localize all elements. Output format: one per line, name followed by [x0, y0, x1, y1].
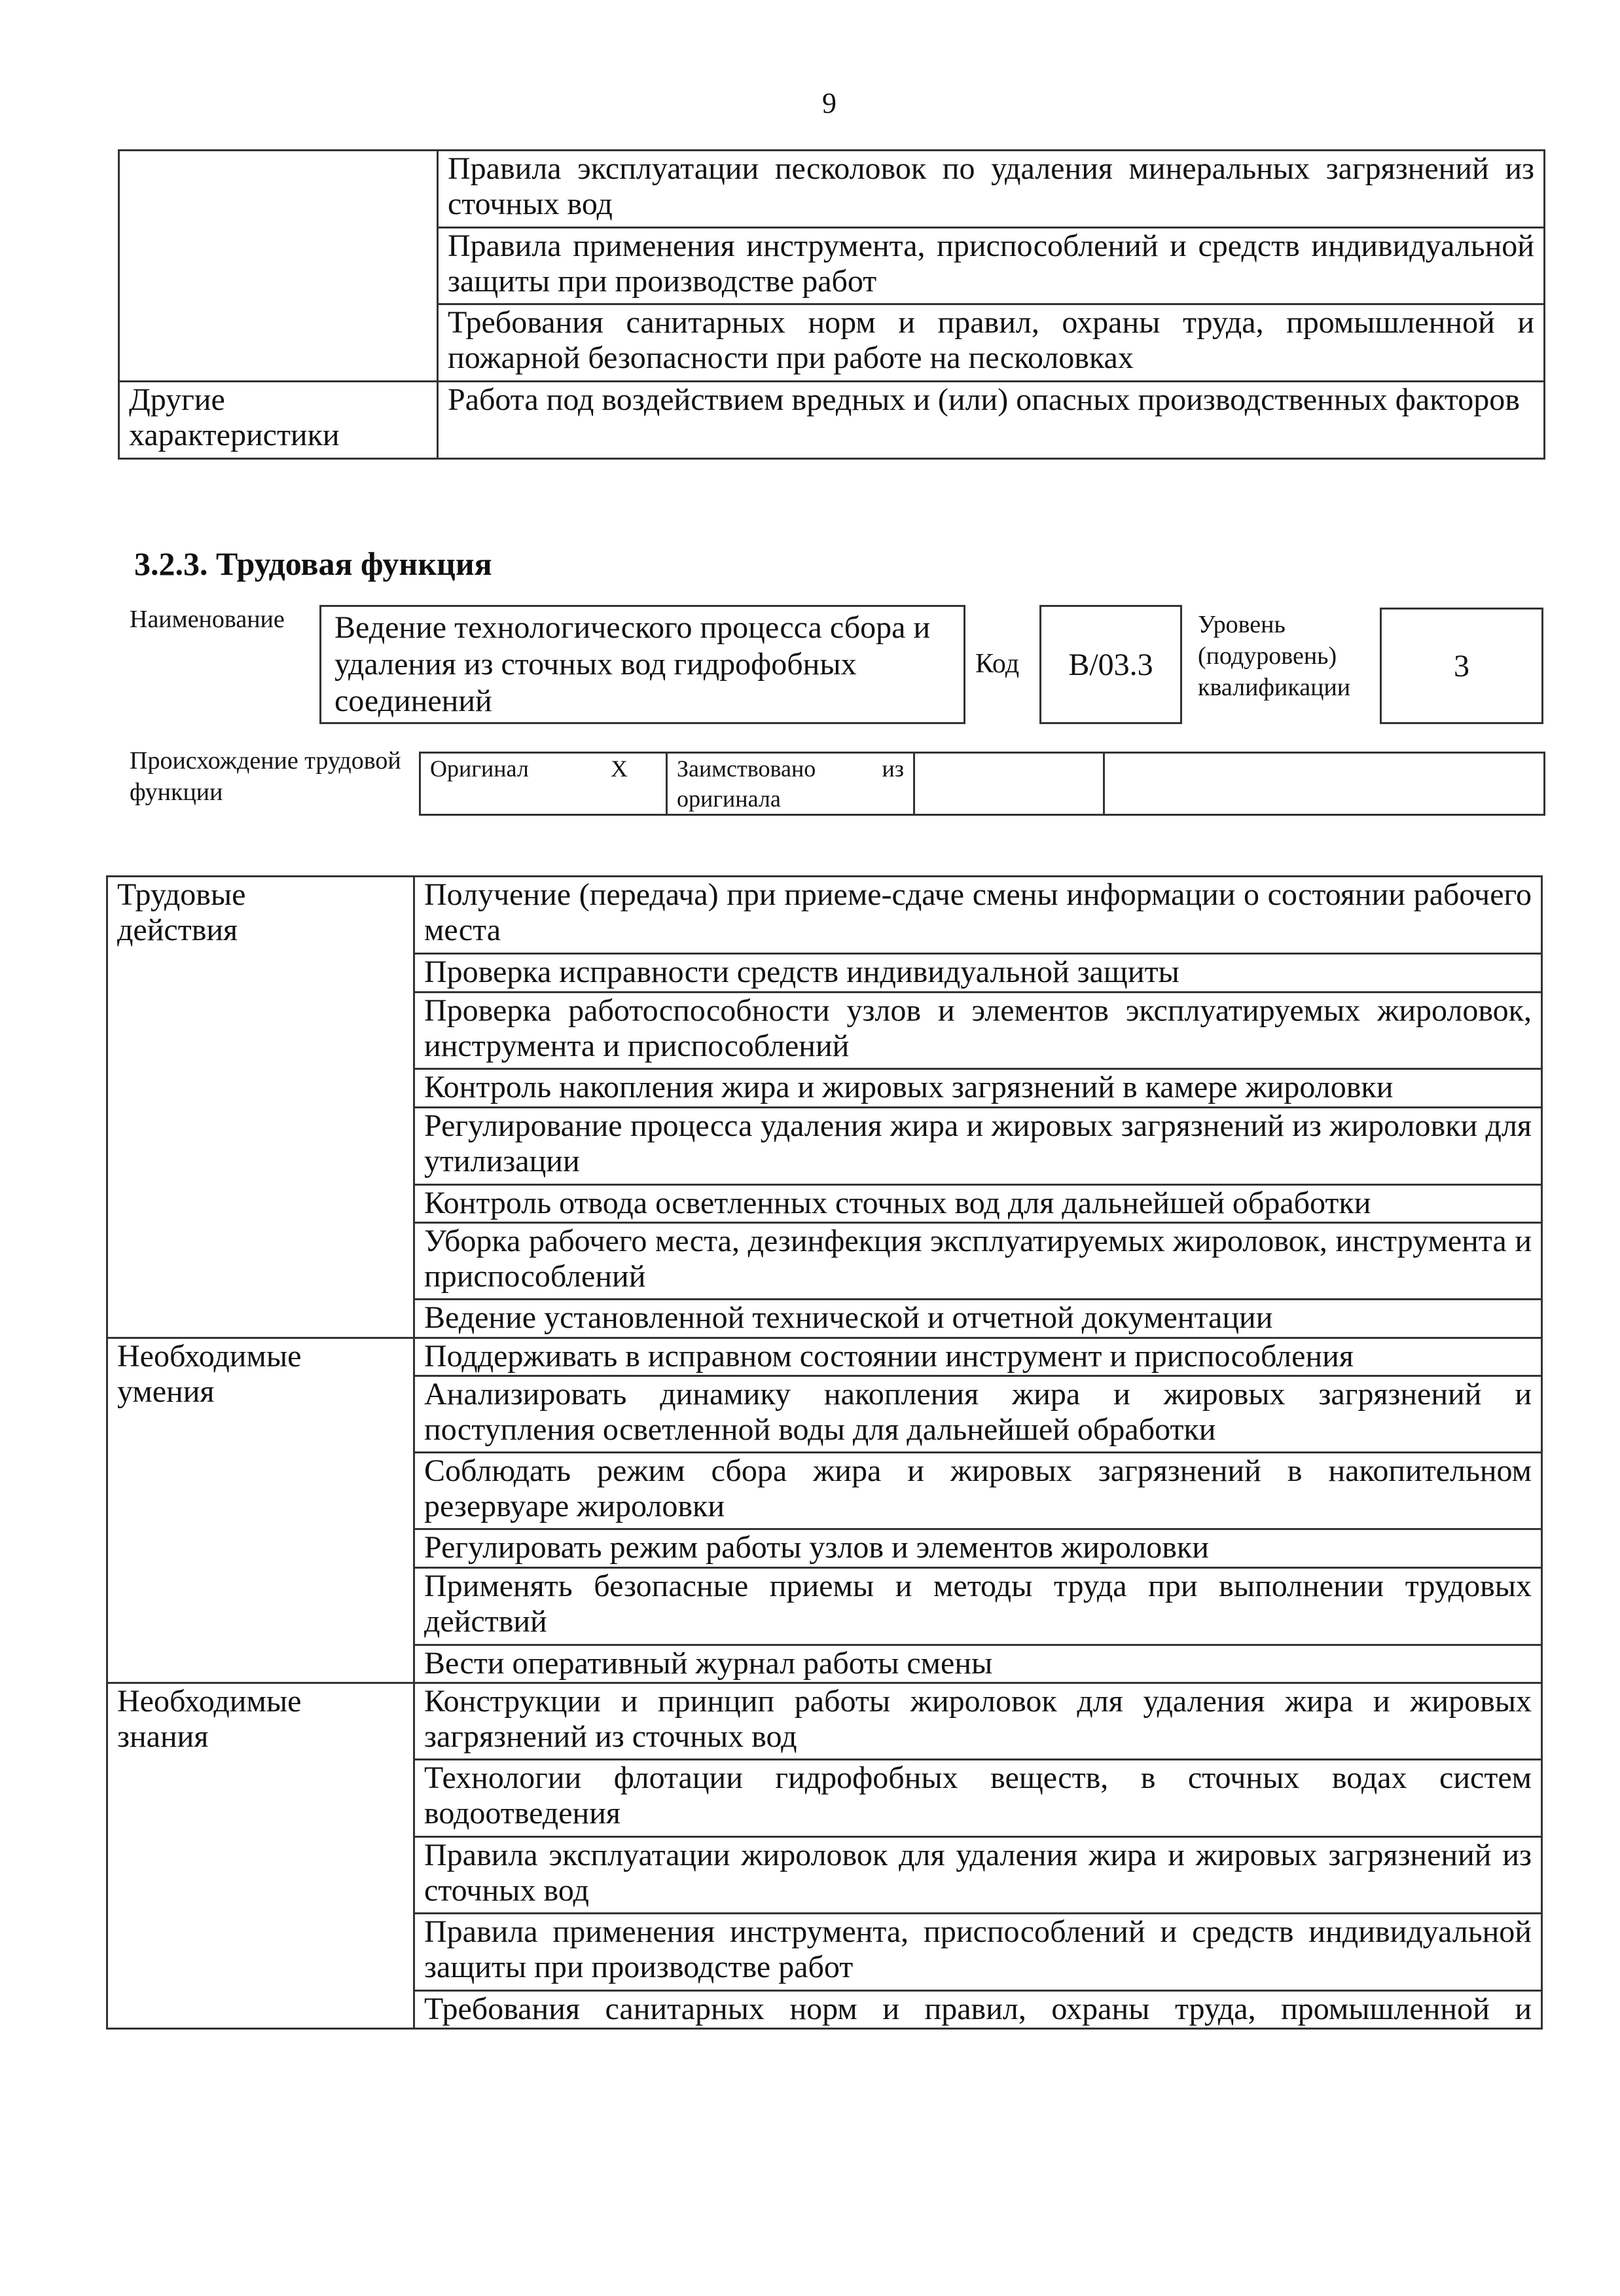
- action-cell: Уборка рабочего места, дезинфекция эксплуатируемых жироловок, инструмента и приспособлений: [414, 1223, 1542, 1300]
- action-cell: Контроль отвода осветленных сточных вод для дальнейшей обработки: [414, 1185, 1542, 1223]
- action-cell: Регулирование процесса удаления жира и жировых загрязнений из жироловки для утилизации: [414, 1108, 1542, 1185]
- level-box: 3: [1380, 608, 1543, 724]
- function-name-box: Ведение технологического процесса сбора и удаления из сточных вод гидрофобных соединений: [319, 605, 965, 724]
- knowledge-cell: Правила применения инструмента, приспособлений и средств индивидуальной защиты при производстве работ: [414, 1914, 1542, 1991]
- skill-cell: Применять безопасные приемы и методы труда при выполнении трудовых действий: [414, 1568, 1542, 1645]
- table-cell: Правила применения инструмента, приспособлений и средств индивидуальной защиты при производстве работ: [438, 228, 1545, 304]
- original-mark: X: [611, 756, 628, 782]
- name-label: Наименование: [130, 606, 285, 633]
- original-cell: [420, 753, 667, 815]
- origin-table: [419, 752, 1545, 816]
- skill-cell: Анализировать динамику накопления жира и жировых загрязнений и поступления осветленной воды для дальнейшей обработки: [414, 1376, 1542, 1453]
- table-cell: Правила эксплуатации песколовок по удаления минеральных загрязнений из сточных вод: [438, 151, 1545, 228]
- table-cell: Требования санитарных норм и правил, охраны труда, промышленной и пожарной безопасности при работе на песколовках: [438, 304, 1545, 382]
- skill-cell: Поддерживать в исправном состоянии инструмент и приспособления: [414, 1338, 1542, 1376]
- table-cell: Работа под воздействием вредных и (или) опасных производственных факторов: [438, 382, 1545, 459]
- knowledge-label: Необходимые знания: [107, 1683, 414, 2029]
- original-label: Оригинал: [430, 756, 529, 782]
- main-table: [106, 875, 1543, 2030]
- skill-cell: Вести оперативный журнал работы смены: [414, 1645, 1542, 1683]
- empty-cell: [914, 753, 1104, 815]
- borrowed-cell: Заимствовано из оригинала: [667, 753, 914, 815]
- origin-label: Происхождение трудовой функции: [130, 747, 401, 806]
- skills-label: Необходимые умения: [107, 1338, 414, 1683]
- knowledge-cell: Требования санитарных норм и правил, охраны труда, промышленной и: [414, 1991, 1542, 2029]
- code-box: В/03.3: [1039, 605, 1182, 724]
- empty-cell: [1104, 753, 1545, 815]
- empty-label-cell: [119, 151, 438, 382]
- top-table: [118, 149, 1545, 460]
- skill-cell: Соблюдать режим сбора жира и жировых загрязнений в накопительном резервуаре жироловки: [414, 1453, 1542, 1529]
- knowledge-cell: Конструкции и принцип работы жироловок для удаления жира и жировых загрязнений из сточных вод: [414, 1683, 1542, 1760]
- action-cell: Получение (передача) при приеме-сдаче смены информации о состоянии рабочего места: [414, 877, 1542, 954]
- page-number: 9: [822, 87, 837, 119]
- knowledge-cell: Технологии флотации гидрофобных веществ, в сточных водах систем водоотведения: [414, 1760, 1542, 1837]
- section-title: 3.2.3. Трудовая функция: [134, 545, 492, 582]
- action-cell: Ведение установленной технической и отчетной документации: [414, 1300, 1542, 1338]
- level-label: Уровень (подуровень) квалификации: [1198, 611, 1351, 701]
- actions-label: Трудовые действия: [107, 877, 414, 1338]
- action-cell: Проверка исправности средств индивидуальной защиты: [414, 954, 1542, 993]
- action-cell: Контроль накопления жира и жировых загрязнений в камере жироловки: [414, 1069, 1542, 1108]
- knowledge-cell: Правила эксплуатации жироловок для удаления жира и жировых загрязнений из сточных вод: [414, 1837, 1542, 1914]
- action-cell: Проверка работоспособности узлов и элементов эксплуатируемых жироловок, инструмента и приспособлений: [414, 993, 1542, 1069]
- code-label: Код: [975, 649, 1020, 679]
- row-label: Другие характеристики: [119, 382, 438, 459]
- skill-cell: Регулировать режим работы узлов и элементов жироловки: [414, 1529, 1542, 1568]
